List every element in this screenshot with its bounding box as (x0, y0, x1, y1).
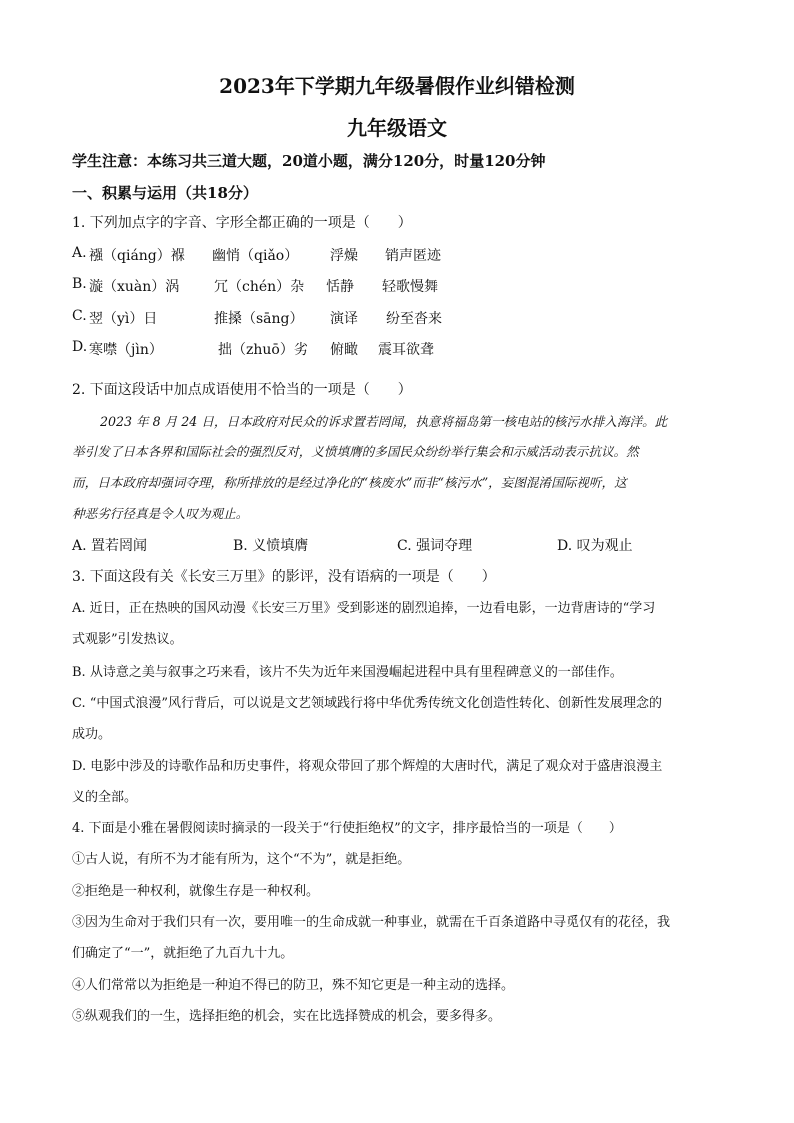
question-4-line: ⑤纵观我们的一生，选择拒绝的机会，实在比选择赞成的机会，要多得多。 (72, 1009, 502, 1024)
question-3-stem: 3. 下面这段有关《长安三万里》的影评，没有语病的一项是（ ） (72, 569, 496, 585)
option-word: 轻歌慢舞 (382, 279, 438, 295)
question-4-line: ①古人说，有所不为才能有所为，这个“不为”，就是拒绝。 (72, 852, 411, 867)
option-word: 纷至沓来 (386, 311, 442, 327)
option-word: 幽悄（qiǎo） (212, 248, 299, 264)
question-2-option-b: B. 义愤填膺 (233, 538, 309, 554)
question-1-stem: 1. 下列加点字的字音、字形全都正确的一项是（ ） (72, 215, 412, 231)
question-4-line: ②拒绝是一种权利，就像生存是一种权利。 (72, 884, 320, 899)
option-word: 冗（chén）杂 (214, 279, 305, 295)
question-4-line: 们确定了“一”，就拒绝了九百九十九。 (72, 946, 294, 961)
question-2-option-a: A. 置若罔闻 (72, 538, 148, 554)
option-word: 拙（zhuō）劣 (218, 342, 308, 358)
option-word: 襁（qiáng）褓 (89, 248, 185, 264)
question-4-line: ④人们常常以为拒绝是一种迫不得已的防卫，殊不知它更是一种主动的选择。 (72, 978, 515, 993)
page-title: 2023年下学期九年级暑假作业纠错检测 (219, 74, 575, 98)
question-3-line: C. “中国式浪漫”风行背后，可以说是文艺领域践行将中华优秀传统文化创造性转化、创新性发展理念的 (72, 696, 663, 711)
page-subtitle: 九年级语文 (347, 116, 447, 140)
passage-line: 举引发了日本各界和国际社会的强烈反对，义愤填膺的多国民众纷纷举行集会和示威活动表示抗议。然 (72, 444, 639, 459)
question-2-option-c: C. 强词夺理 (397, 538, 473, 554)
option-word: 浮燥 (330, 248, 358, 264)
option-label: A. (72, 245, 87, 261)
option-word: 演译 (330, 311, 358, 327)
passage-line: 种恶劣行径真是令人叹为观止。 (72, 506, 249, 521)
passage-line: 而，日本政府却强词夺理，称所排放的是经过净化的“核废水”而非“核污水”，妄图混淆国际视听，这 (72, 475, 627, 490)
question-3-line: A. 近日，正在热映的国风动漫《长安三万里》受到影迷的剧烈追捧，一边看电影，一边背唐诗的“学习 (72, 601, 656, 616)
question-2-option-d: D. 叹为观止 (557, 538, 633, 554)
option-word: 漩（xuàn）涡 (89, 279, 180, 295)
question-3-line: 义的全部。 (72, 790, 138, 805)
question-3-line: 成功。 (72, 727, 112, 742)
option-word: 推搡（sāng） (214, 311, 304, 327)
question-4-stem: 4. 下面是小雅在暑假阅读时摘录的一段关于“行使拒绝权”的文字，排序最恰当的一项是（ ） (72, 821, 622, 836)
question-3-line: B. 从诗意之美与叙事之巧来看，该片不失为近年来国漫崛起进程中具有里程碑意义的一部佳作。 (72, 665, 623, 680)
question-4-line: ③因为生命对于我们只有一次，要用唯一的生命成就一种事业，就需在千百条道路中寻觅仅有的花径，我 (72, 915, 671, 930)
option-word: 寒噤（jìn） (89, 342, 163, 358)
question-3-line: D. 电影中涉及的诗歌作品和历史事件，将观众带回了那个辉煌的大唐时代，满足了观众对于盛唐浪漫主 (72, 759, 663, 774)
option-word: 震耳欲聋 (378, 342, 434, 358)
passage-line: 2023 年 8 月 24 日，日本政府对民众的诉求置若罔闻，执意将福岛第一核电站的核污水排入海洋。此 (100, 414, 668, 429)
question-2-stem: 2. 下面这段话中加点成语使用不恰当的一项是（ ） (72, 382, 412, 398)
question-3-line: 式观影”引发热议。 (72, 632, 183, 647)
option-label: C. (72, 308, 87, 324)
option-label: D. (72, 339, 88, 355)
section-heading: 一、积累与运用（共18分） (72, 184, 258, 202)
student-notice: 学生注意：本练习共三道大题，20道小题，满分120分，时量120分钟 (72, 152, 546, 170)
option-word: 恬静 (326, 279, 354, 295)
option-word: 销声匿迹 (385, 248, 441, 264)
option-word: 俯瞰 (330, 342, 358, 358)
option-label: B. (72, 276, 87, 292)
option-word: 翌（yì）日 (89, 311, 158, 327)
